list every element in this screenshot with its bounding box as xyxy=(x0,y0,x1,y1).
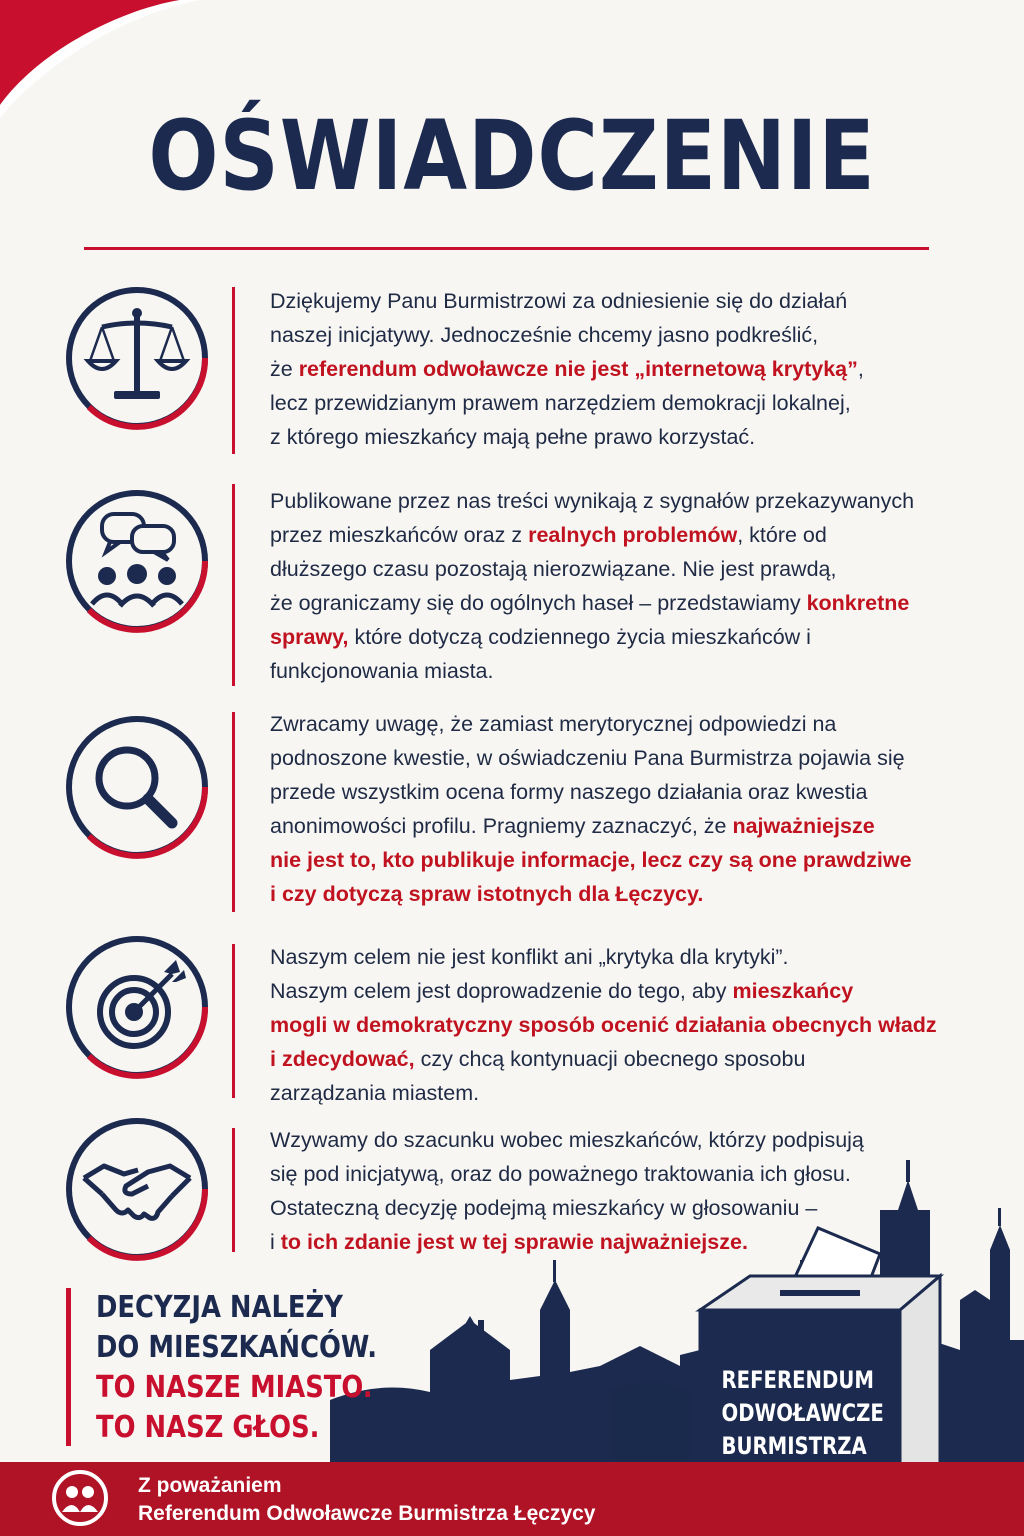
body-text: anonimowości profilu. Pragniemy zaznaczyć, że xyxy=(270,814,733,838)
section-text-line xyxy=(270,809,950,843)
highlighted-text: nie jest to, kto publikuje informacje, lecz czy są one prawdziwe xyxy=(270,848,912,872)
body-text: dłuższego czasu pozostają nierozwiązane. Nie jest prawdą, xyxy=(270,557,837,581)
body-text: funkcjonowania miasta. xyxy=(270,659,494,683)
section-text xyxy=(270,484,950,688)
section-text-line xyxy=(270,940,950,974)
section-text-line xyxy=(270,843,950,877)
page-title: OŚWIADCZENIE xyxy=(148,100,876,212)
slogan-line: TO NASZE MIASTO. xyxy=(96,1370,373,1405)
body-text: Dziękujemy Panu Burmistrzowi za odniesienie się do działań xyxy=(270,289,848,313)
slogan-line: TO NASZ GŁOS. xyxy=(96,1410,320,1445)
body-text: , xyxy=(857,357,864,381)
body-text: lecz przewidzianym prawem narzędziem demokracji lokalnej, xyxy=(270,391,851,415)
scales-of-justice-icon xyxy=(62,283,212,433)
footer-greeting: Z poważaniem xyxy=(138,1474,282,1497)
highlighted-text: mieszkańcy xyxy=(732,979,854,1003)
body-text: Naszym celem jest doprowadzenie do tego, aby xyxy=(270,979,733,1003)
section-accent-bar xyxy=(232,712,235,912)
section-text-line xyxy=(270,620,950,654)
body-text: które dotyczą codziennego życia mieszkańców i xyxy=(348,625,811,649)
section-text-line xyxy=(270,386,950,420)
section-text-line xyxy=(270,1076,950,1110)
section-text-line xyxy=(270,654,950,688)
body-text: zarządzania miastem. xyxy=(270,1081,480,1105)
body-text: Zwracamy uwagę, że zamiast merytorycznej odpowiedzi na xyxy=(270,712,837,736)
body-text: podnoszone kwestie, w oświadczeniu Pana Burmistrza pojawia się xyxy=(270,746,905,770)
section-text-line xyxy=(270,586,950,620)
section-text xyxy=(270,284,950,454)
highlighted-text: sprawy, xyxy=(270,625,349,649)
section-accent-bar xyxy=(232,287,235,454)
section-text-line xyxy=(270,552,950,586)
highlighted-text: referendum odwoławcze nie jest „internetową krytyką” xyxy=(298,357,858,381)
ballot-box-line: BURMISTRZA xyxy=(721,1432,867,1460)
section-text-line xyxy=(270,741,950,775)
highlighted-text: najważniejsze xyxy=(732,814,875,838)
body-text: przez mieszkańców oraz z xyxy=(270,523,529,547)
section-text-line xyxy=(270,484,950,518)
body-text: , które od xyxy=(737,523,827,547)
section-text-line xyxy=(270,518,950,552)
section-text-line xyxy=(270,707,950,741)
slogan-accent-bar xyxy=(66,1288,71,1446)
section-text-line xyxy=(270,1042,950,1076)
highlighted-text: konkretne xyxy=(806,591,910,615)
body-text: że xyxy=(270,357,299,381)
section-text-line xyxy=(270,420,950,454)
footer-signature: Referendum Odwoławcze Burmistrza Łęczycy xyxy=(138,1502,596,1525)
people-group-icon xyxy=(50,1468,110,1528)
highlighted-text: realnych problemów xyxy=(528,523,738,547)
body-text: naszej inicjatywy. Jednocześnie chcemy jasno podkreślić, xyxy=(270,323,819,347)
section-text xyxy=(270,940,950,1110)
section-accent-bar xyxy=(232,944,235,1098)
highlighted-text: i czy dotyczą spraw istotnych dla Łęczycy. xyxy=(270,882,704,906)
body-text: się pod inicjatywą, oraz do poważnego traktowania ich głosu. xyxy=(270,1162,851,1186)
residents-speech-icon xyxy=(62,486,212,636)
section-accent-bar xyxy=(232,484,235,686)
section-text-line xyxy=(270,318,950,352)
body-text: i xyxy=(270,1230,281,1254)
highlighted-text: to ich zdanie jest w tej sprawie najważniejsze. xyxy=(280,1230,748,1254)
section-text-line xyxy=(270,1008,950,1042)
section-text-line xyxy=(270,284,950,318)
body-text: że ograniczamy się do ogólnych haseł – przedstawiamy xyxy=(270,591,807,615)
highlighted-text: i zdecydować, xyxy=(270,1047,415,1071)
body-text: Naszym celem nie jest konflikt ani „krytyka dla krytyki”. xyxy=(270,945,789,969)
highlighted-text: mogli w demokratyczny sposób ocenić działania obecnych władz xyxy=(270,1013,937,1037)
body-text: Publikowane przez nas treści wynikają z sygnałów przekazywanych xyxy=(270,489,915,513)
ballot-box-line: ODWOŁAWCZE xyxy=(721,1399,884,1427)
ballot-box-line: REFERENDUM xyxy=(721,1366,874,1394)
section-text-line xyxy=(270,352,950,386)
section-text-line xyxy=(270,974,950,1008)
section-text-line xyxy=(270,775,950,809)
body-text: Wzywamy do szacunku wobec mieszkańców, którzy podpisują xyxy=(270,1128,864,1152)
section-text xyxy=(270,707,950,911)
body-text: z którego mieszkańcy mają pełne prawo korzystać. xyxy=(270,425,756,449)
target-arrow-icon xyxy=(62,932,212,1082)
magnifying-glass-icon xyxy=(62,712,212,862)
slogan-line: DECYZJA NALEŻY xyxy=(96,1290,343,1325)
title-divider xyxy=(84,247,929,250)
body-text: czy chcą kontynuacji obecnego sposobu xyxy=(414,1047,806,1071)
body-text: przede wszystkim ocena formy naszego działania oraz kwestia xyxy=(270,780,868,804)
slogan-line: DO MIESZKAŃCÓW. xyxy=(96,1330,378,1365)
body-text: Ostateczną decyzję podejmą mieszkańcy w głosowaniu – xyxy=(270,1196,818,1220)
section-text-line xyxy=(270,877,950,911)
